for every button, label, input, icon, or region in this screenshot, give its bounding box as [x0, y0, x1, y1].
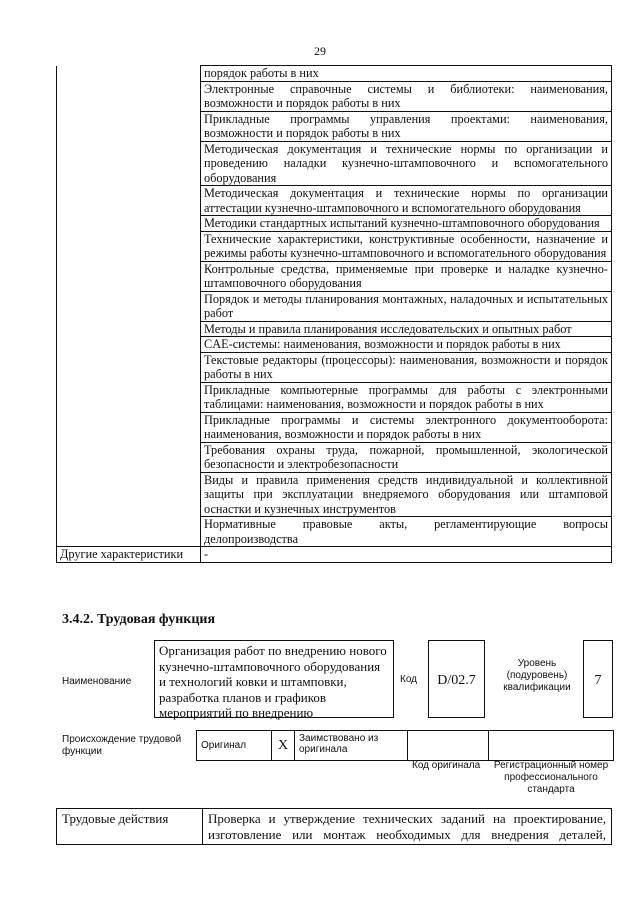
level-label: Уровень (подуровень) квалификации: [503, 658, 571, 693]
knowledge-item: Виды и правила применения средств индивидуальной и коллективной защиты при эксплуатации внедряемого оборудования или штамповой оснастки и кузнечных инструментов: [201, 472, 612, 517]
knowledge-item: Методики стандартных испытаний кузнечно-штамповочного оборудования: [201, 216, 612, 232]
knowledge-table: [56, 65, 612, 563]
original-label: Оригинал: [197, 731, 272, 761]
origin-label: Происхождение трудовой функции: [62, 734, 182, 757]
knowledge-item: Прикладные программы управления проектами: наименования, возможности и порядок работы в них: [201, 111, 612, 141]
knowledge-item: Методическая документация и технические нормы по организации и проведению наладки кузнечно-штамповочного и вспомогательного оборудования: [201, 141, 612, 186]
knowledge-item: Текстовые редакторы (процессоры): наименования, возможности и порядок работы в них: [201, 352, 612, 382]
section-title: 3.4.2. Трудовая функция: [62, 612, 216, 627]
function-code-box: D/02.7: [428, 640, 485, 718]
actions-table: [56, 808, 612, 845]
code-original-caption: Код оригинала: [412, 760, 481, 771]
knowledge-item: Методическая документация и технические нормы по организации аттестации кузнечно-штамповочного и вспомогательного оборудования: [201, 186, 612, 216]
page-number: 29: [314, 44, 326, 58]
reg-number-cell: [489, 731, 614, 761]
reg-number-caption: Регистрационный номер профессионального стандарта: [493, 760, 609, 795]
knowledge-item: Нормативные правовые акты, регламентирующие вопросы делопроизводства: [201, 517, 612, 547]
borrowed-label: Заимствовано из оригинала: [295, 731, 408, 761]
origin-table: [196, 730, 614, 761]
knowledge-item: Контрольные средства, применяемые при проверке и наладке кузнечно-штамповочного оборудования: [201, 261, 612, 291]
other-characteristics-value: -: [201, 547, 612, 563]
knowledge-item: Методы и правила планирования исследовательских и опытных работ: [201, 321, 612, 337]
name-label: Наименование: [62, 676, 132, 687]
knowledge-item: порядок работы в них: [201, 66, 612, 82]
knowledge-item: Прикладные компьютерные программы для работы с электронными таблицами: наименования, возможности и порядок работы в них: [201, 382, 612, 412]
knowledge-item: CAE-системы: наименования, возможности и порядок работы в них: [201, 337, 612, 353]
original-mark: X: [272, 731, 295, 761]
knowledge-item: Требования охраны труда, пожарной, промышленной, экологической безопасности и электробезопасности: [201, 442, 612, 472]
level-value-box: 7: [583, 640, 613, 718]
actions-label: Трудовые действия: [57, 809, 203, 845]
knowledge-item: Технические характеристики, конструктивные особенности, назначение и режимы работы кузнечно-штамповочного и вспомогательного оборудования: [201, 231, 612, 261]
other-characteristics-label: Другие характеристики: [57, 547, 201, 563]
code-label: Код: [400, 674, 418, 685]
action-item: Проверка и утверждение технических заданий на проектирование, изготовление или монтаж необходимых для внедрения деталей,: [203, 809, 612, 845]
knowledge-label: [57, 66, 201, 547]
knowledge-item: Прикладные программы и системы электронного документооборота: наименования, возможности и порядок работы в них: [201, 412, 612, 442]
function-name-box: Организация работ по внедрению нового кузнечно-штамповочного оборудования и технологий ковки и штамповки, разработка планов и графиков мероприятий по внедрению: [154, 640, 394, 718]
knowledge-item: Порядок и методы планирования монтажных, наладочных и испытательных работ: [201, 291, 612, 321]
code-original-cell: [408, 731, 489, 761]
knowledge-item: Электронные справочные системы и библиотеки: наименования, возможности и порядок работы в них: [201, 81, 612, 111]
